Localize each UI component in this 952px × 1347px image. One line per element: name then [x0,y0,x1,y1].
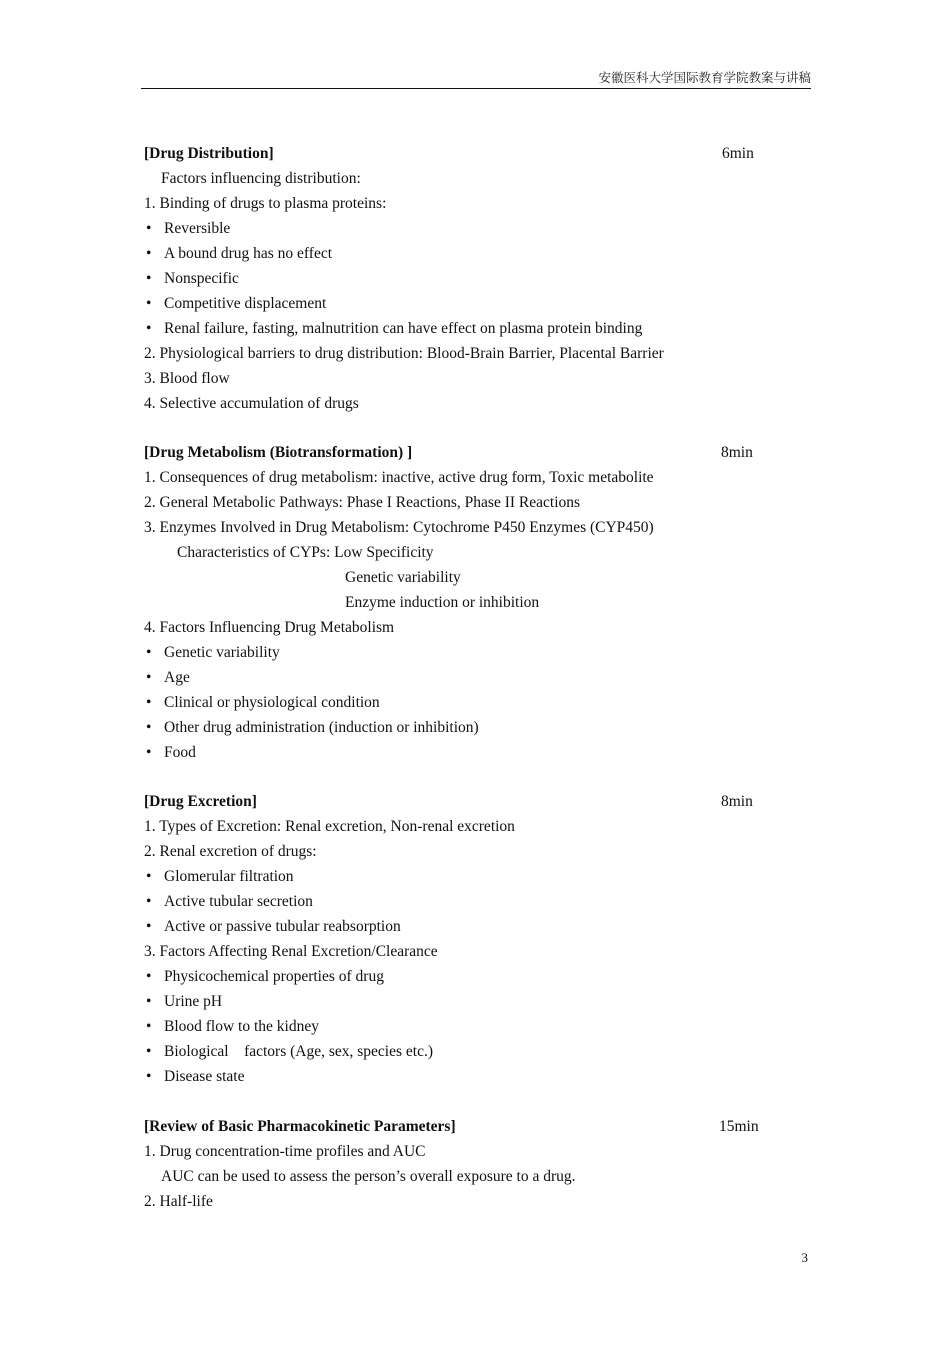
section-title: [Drug Distribution] [144,145,274,162]
text-line: Enzyme induction or inhibition [345,594,540,611]
bullet-item: • Active tubular secretion [144,889,313,914]
text-line: AUC can be used to assess the person’s overall exposure to a drug. [161,1168,576,1185]
bullet-item: • Competitive displacement [144,291,326,316]
numbered-item: 3. Enzymes Involved in Drug Metabolism: Cytochrome P450 Enzymes (CYP450) [144,519,654,536]
numbered-item: 2. Physiological barriers to drug distribution: Blood-Brain Barrier, Placental Barrier [144,345,664,362]
bullet-item: • Renal failure, fasting, malnutrition can have effect on plasma protein binding [144,316,642,341]
header-rule [141,88,811,89]
section-time: 6min [722,145,754,162]
section-time: 8min [721,444,753,461]
page-number: 3 [801,1250,808,1265]
text-line: Characteristics of CYPs: Low Specificity [177,544,434,561]
bullet-item: • A bound drug has no effect [144,241,332,266]
bullet-item: • Genetic variability [144,640,280,665]
bullet-item: • Age [144,665,190,690]
numbered-item: 3. Blood flow [144,370,230,387]
text-line: Genetic variability [345,569,461,586]
numbered-item: 1. Binding of drugs to plasma proteins: [144,195,387,212]
bullet-item: • Food [144,740,196,765]
bullet-item: • Physicochemical properties of drug [144,964,384,989]
numbered-item: 4. Selective accumulation of drugs [144,395,359,412]
page-header: 安徽医科大学国际教育学院教案与讲稿 [598,70,811,85]
section-time: 8min [721,793,753,810]
bullet-item: • Biological factors (Age, sex, species etc.) [144,1039,433,1064]
numbered-item: 2. Half-life [144,1193,213,1210]
numbered-item: 1. Types of Excretion: Renal excretion, Non-renal excretion [144,818,515,835]
numbered-item: 1. Consequences of drug metabolism: inactive, active drug form, Toxic metabolite [144,469,654,486]
numbered-item: 2. General Metabolic Pathways: Phase I Reactions, Phase II Reactions [144,494,581,511]
bullet-item: • Glomerular filtration [144,864,294,889]
section-time: 15min [719,1118,759,1135]
bullet-item: • Disease state [144,1064,244,1089]
section-title: [Drug Excretion] [144,793,257,810]
bullet-item: • Clinical or physiological condition [144,690,380,715]
bullet-item: • Active or passive tubular reabsorption [144,914,401,939]
numbered-item: 2. Renal excretion of drugs: [144,843,317,860]
text-line: Factors influencing distribution: [161,170,361,187]
numbered-item: 3. Factors Affecting Renal Excretion/Clearance [144,943,438,960]
numbered-item: 4. Factors Influencing Drug Metabolism [144,619,395,636]
numbered-item: 1. Drug concentration-time profiles and AUC [144,1143,426,1160]
bullet-item: • Blood flow to the kidney [144,1014,319,1039]
section-title: [Review of Basic Pharmacokinetic Parameters] [144,1118,456,1135]
section-title: [Drug Metabolism (Biotransformation) ] [144,444,413,461]
bullet-item: • Reversible [144,216,230,241]
bullet-item: • Nonspecific [144,266,239,291]
bullet-item: • Urine pH [144,989,222,1014]
bullet-item: • Other drug administration (induction or inhibition) [144,715,479,740]
